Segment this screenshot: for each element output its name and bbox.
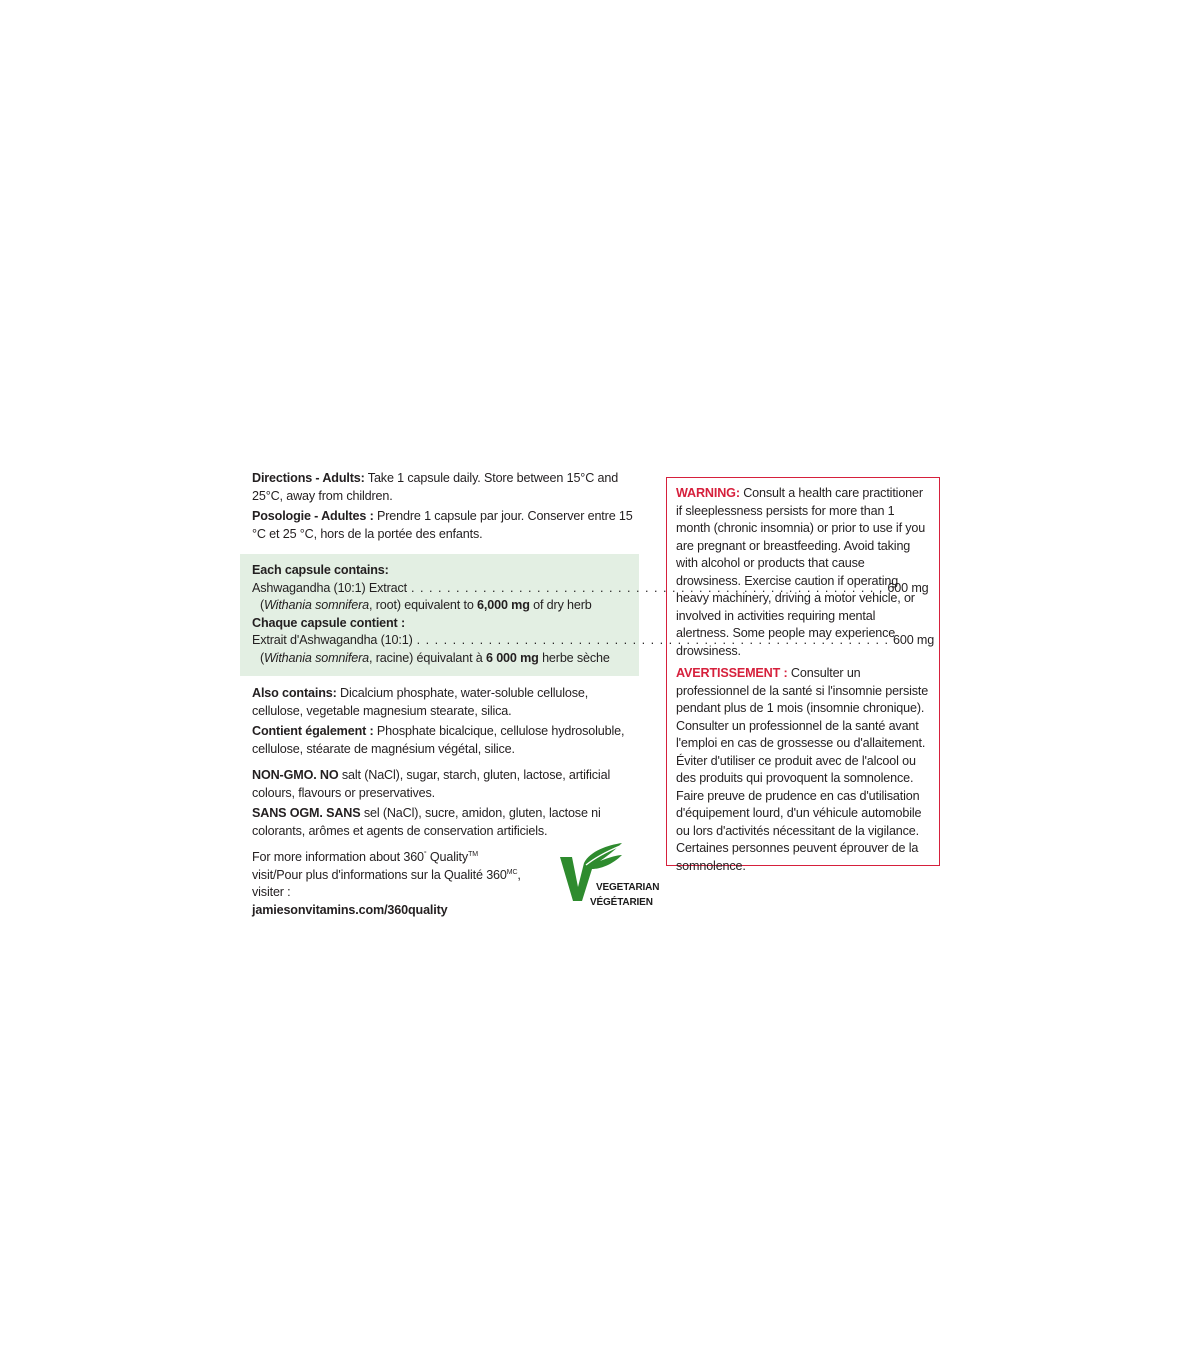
ingredients-fr-heading xyxy=(252,615,627,633)
other-ingredients-fr xyxy=(252,723,640,758)
source-tail-en: of dry herb xyxy=(529,598,592,612)
ingredient-name-en: Ashwagandha (10:1) Extract xyxy=(252,580,408,595)
other-fr-text: Phosphate bicalcique, cellulose hydrosoluble, cellulose, stéarate de magnésium végétal, silice. xyxy=(252,724,625,756)
latin-name-fr: Withania somnifera xyxy=(264,650,370,665)
claims-en xyxy=(252,767,640,802)
ingredient-row-fr xyxy=(252,632,935,650)
directions-fr-text: Prendre 1 capsule par jour. Conserver entre 15 °C et 25 °C, hors de la portée des enfants. xyxy=(252,509,633,541)
source-text-en: , root) equivalent to xyxy=(369,598,478,612)
directions-en-label: Directions - Adults: xyxy=(252,471,365,485)
directions-en-text: Take 1 capsule daily. Store between 15°C and 25°C, away from children. xyxy=(252,471,619,503)
ingredient-source-en xyxy=(252,597,627,615)
warning-fr-label: AVERTISSEMENT : xyxy=(676,666,788,680)
claims-fr-label: SANS OGM. SANS xyxy=(252,806,361,820)
other-en-label: Also contains: xyxy=(252,686,337,700)
vegetarian-fr-text: VÉGÉTARIEN xyxy=(590,897,653,908)
ingredients-en-heading-text: Each capsule contains: xyxy=(252,563,389,577)
warning-box xyxy=(666,477,940,873)
trademark-mark: TM xyxy=(468,850,478,858)
quality-info xyxy=(252,849,527,919)
warning-en xyxy=(676,485,931,660)
claims-fr-text: sel (NaCl), sucre, amidon, gluten, lactose ni colorants, arômes et agents de conservation artificiels. xyxy=(252,806,601,838)
mc-mark: MC xyxy=(506,868,518,876)
ingredient-amount-en: 600 mg xyxy=(887,580,929,595)
equiv-amount-fr: 6 000 mg xyxy=(486,650,539,665)
other-en-text: Dicalcium phosphate, water-soluble cellulose, cellulose, vegetable magnesium stearate, silica. xyxy=(252,686,589,718)
directions-fr xyxy=(252,508,640,543)
directions-en xyxy=(252,470,640,505)
paren-open: ( xyxy=(260,598,265,612)
warning-fr xyxy=(676,665,931,875)
vegetarian-en-text: VEGETARIAN xyxy=(596,882,660,893)
ingredient-row-en xyxy=(252,580,929,598)
vegetarian-logo xyxy=(556,843,660,909)
other-fr-label: Contient également : xyxy=(252,724,374,738)
paren-open: ( xyxy=(260,650,265,665)
ingredient-amount-fr: 600 mg xyxy=(893,633,935,647)
ingredient-name-fr: Extrait d'Ashwagandha (10:1) xyxy=(252,633,413,647)
warning-fr-text: Consulter un professionnel de la santé si l'insomnie persiste pendant plus de 1 mois (insomnie chronique). Consulter un professionnel de la santé avant l'emploi en cas de grossesse ou d'allaitement. Éviter d'utiliser ce produit avec de l'alcool ou des produits qui provoquent la somnolence. Faire preuve de prudence en cas d'utilisation d'équipement lourd, d'un véhicule automobile ou lors d'activités nécessitant de la vigilance. Certaines personnes peuvent éprouver de la somnolence. xyxy=(676,666,929,873)
info-text-3: visit/Pour plus d'informations sur la Qualité 360 xyxy=(252,867,507,882)
info-text-1: For more information about 360 xyxy=(252,850,424,864)
info-text-2: Quality xyxy=(426,850,469,864)
equiv-amount-en: 6,000 mg xyxy=(477,598,530,612)
quality-url[interactable]: jamiesonvitamins.com/360quality xyxy=(252,902,448,917)
warning-en-text: Consult a health care practitioner if sleeplessness persists for more than 1 month (chronic insomnia) or prior to use if you are pregnant or breastfeeding. Avoid taking with alcohol or products that cause drowsiness. Exercise caution if operating heavy machinery, driving a motor vehicle, or involved in activities requiring mental alertness. Some people may experience drowsiness. xyxy=(676,486,926,658)
claims-en-text: salt (NaCl), sugar, starch, gluten, lactose, artificial colours, flavours or preservatives. xyxy=(252,768,611,800)
info-text-4: , visiter : xyxy=(252,867,521,899)
latin-name-en: Withania somnifera xyxy=(264,598,370,612)
ingredients-fr-heading-text: Chaque capsule contient : xyxy=(252,615,405,630)
source-tail-fr: herbe sèche xyxy=(538,650,610,665)
info-section xyxy=(252,849,660,919)
ingredient-source-fr xyxy=(252,650,627,668)
claims-en-label: NON-GMO. NO xyxy=(252,768,339,782)
directions-fr-label: Posologie - Adultes : xyxy=(252,509,374,523)
other-ingredients-en xyxy=(252,685,640,720)
degree-mark: ° xyxy=(423,850,427,858)
ingredients-en-heading xyxy=(252,562,627,580)
source-text-fr: , racine) équivalant à xyxy=(369,650,486,665)
warning-en-label: WARNING: xyxy=(676,486,740,500)
claims-fr xyxy=(252,805,640,840)
